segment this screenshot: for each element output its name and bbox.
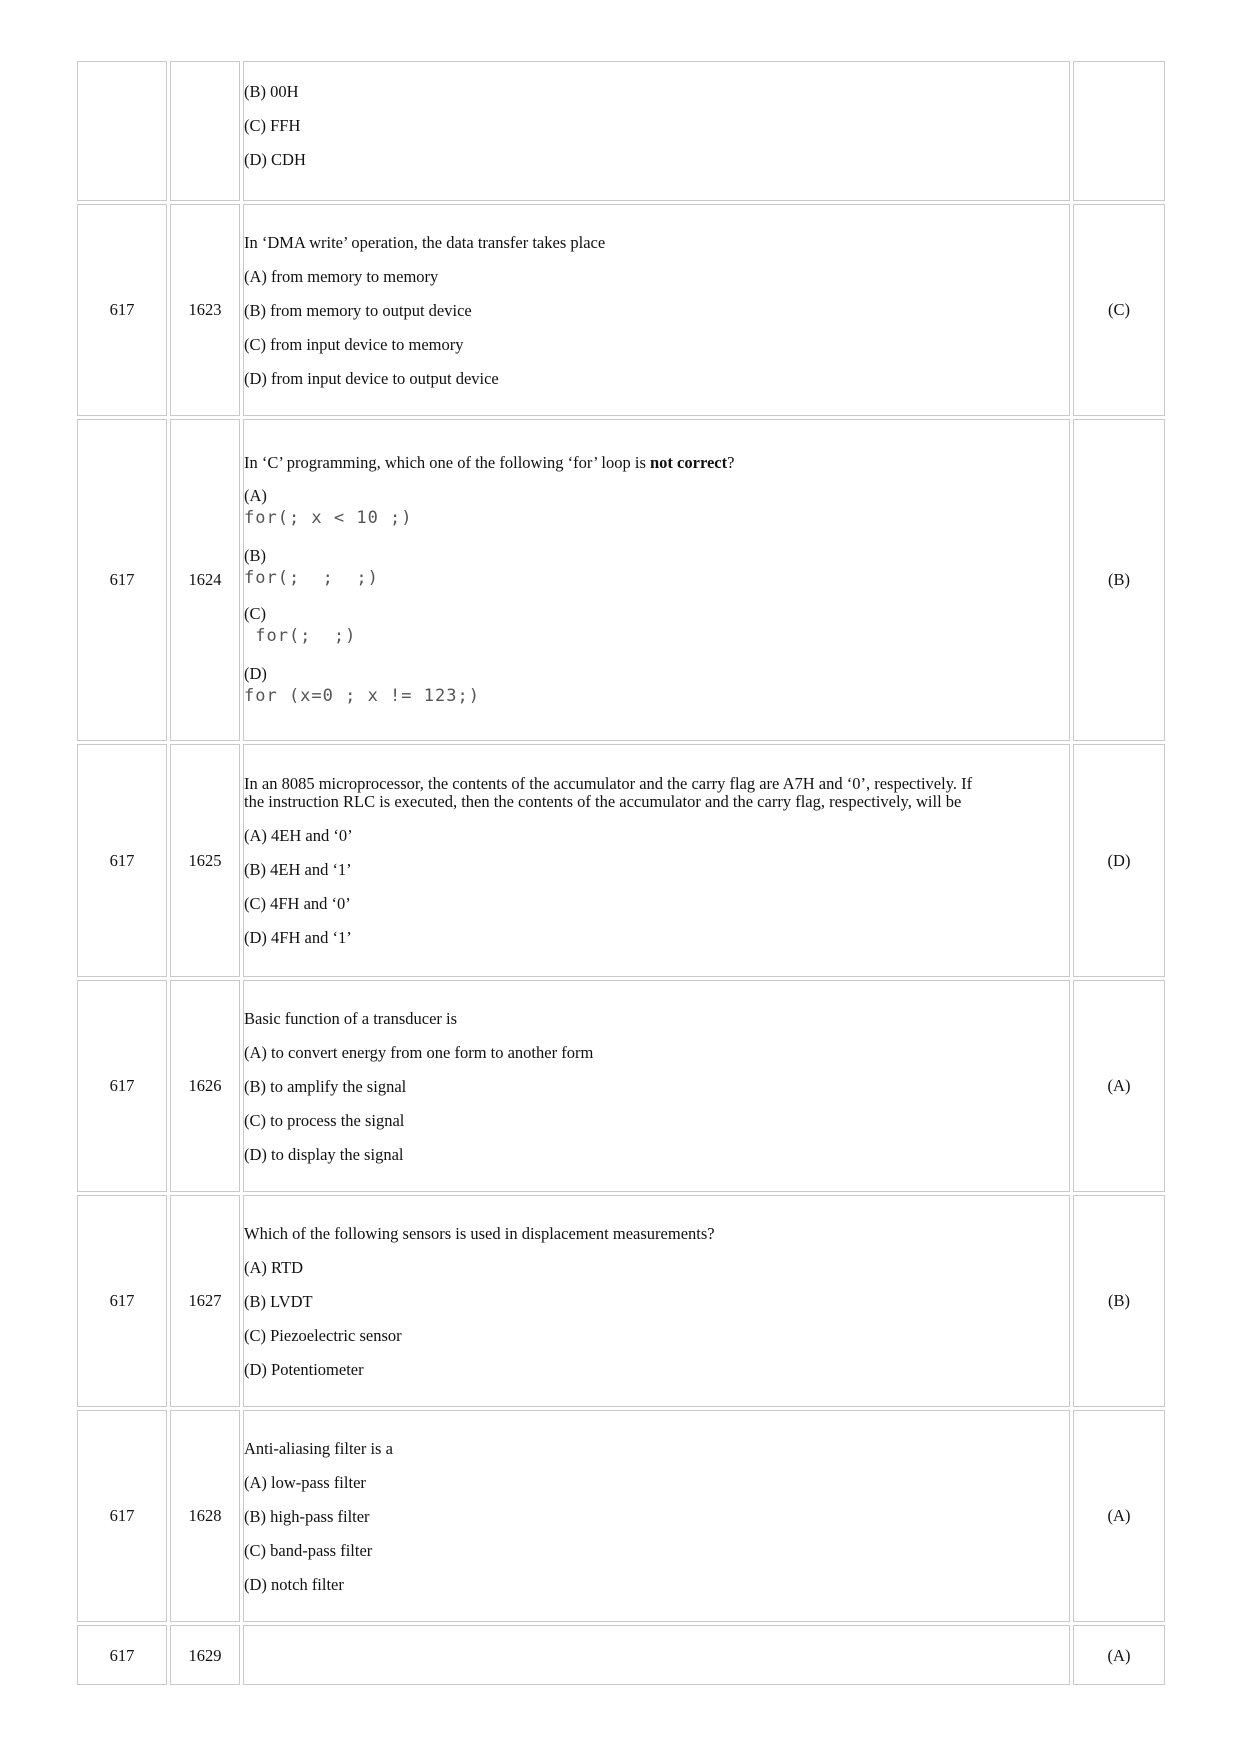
- question-number-cell: 1626: [170, 980, 240, 1192]
- question-number-cell: 1623: [170, 204, 240, 416]
- question-cell: [243, 61, 1070, 201]
- option: (C) to process the signal: [244, 1110, 405, 1130]
- answer-cell: (A): [1073, 1410, 1165, 1622]
- question-number-cell: 1628: [170, 1410, 240, 1622]
- paper-code-cell: 617: [77, 419, 167, 741]
- option: (A) for(; x < 10 ;): [244, 487, 1069, 529]
- option: (D) CDH: [244, 150, 306, 169]
- answer-cell: (D): [1073, 744, 1165, 977]
- option: (C) FFH: [244, 116, 301, 135]
- question-cell: [243, 419, 1070, 741]
- answer-cell: (A): [1073, 980, 1165, 1192]
- paper-code-cell: 617: [77, 980, 167, 1192]
- option: (B) for(; ; ;): [244, 547, 1069, 589]
- option: (D) for (x=0 ; x != 123;): [244, 665, 1069, 707]
- option: (D) to display the signal: [244, 1144, 404, 1164]
- question-text: In ‘C’ programming, which one of the following ‘for’ loop is not correct?: [244, 453, 735, 472]
- table-row: [77, 1410, 1165, 1622]
- question-number-cell: 1627: [170, 1195, 240, 1407]
- question-text: Anti-aliasing filter is a: [244, 1438, 393, 1458]
- table-row: [77, 980, 1165, 1192]
- question-cell: [243, 744, 1070, 977]
- option: (B) high-pass filter: [244, 1506, 370, 1526]
- table-row: [77, 204, 1165, 416]
- table-row: [77, 744, 1165, 977]
- question-number-cell: 1629: [170, 1625, 240, 1685]
- question-cell: [243, 1195, 1070, 1407]
- option: (C) band-pass filter: [244, 1540, 373, 1560]
- question-cell: [243, 204, 1070, 416]
- option: (B) 4EH and ‘1’: [244, 859, 352, 879]
- question-text: In an 8085 microprocessor, the contents of the accumulator and the carry flag are A7H and ‘0’, respectively. If the instruction RLC is executed, then the contents of the accumulator and the carry flag, respectively, will be: [244, 773, 973, 811]
- table-row: [77, 61, 1165, 201]
- question-text: In ‘DMA write’ operation, the data transfer takes place: [244, 232, 606, 252]
- question-number-cell: [170, 61, 240, 201]
- code-snippet: for(; x < 10 ;): [244, 508, 413, 528]
- question-cell: [243, 980, 1070, 1192]
- question-table: [74, 58, 1168, 1688]
- question-table-container: [74, 58, 1168, 1688]
- option: (A) from memory to memory: [244, 266, 439, 286]
- option: (D) 4FH and ‘1’: [244, 927, 352, 947]
- option: (A) low-pass filter: [244, 1472, 366, 1492]
- option: (D) from input device to output device: [244, 368, 499, 388]
- option: (D) Potentiometer: [244, 1359, 364, 1379]
- answer-cell: (C): [1073, 204, 1165, 416]
- option: (C) 4FH and ‘0’: [244, 893, 351, 913]
- question-cell: [243, 1410, 1070, 1622]
- code-snippet: for (x=0 ; x != 123;): [244, 686, 480, 706]
- table-row: [77, 1625, 1165, 1685]
- question-number-cell: 1624: [170, 419, 240, 741]
- question-cell: [243, 1625, 1070, 1685]
- option: (B) to amplify the signal: [244, 1076, 407, 1096]
- code-snippet: for(; ;): [244, 626, 357, 646]
- code-snippet: for(; ; ;): [244, 568, 379, 588]
- table-row: [77, 419, 1165, 741]
- question-number-cell: 1625: [170, 744, 240, 977]
- option: (C) from input device to memory: [244, 334, 464, 354]
- question-text: Which of the following sensors is used in displacement measurements?: [244, 1223, 715, 1243]
- emphasis-text: not correct: [650, 453, 728, 472]
- paper-code-cell: 617: [77, 1625, 167, 1685]
- option: (C) Piezoelectric sensor: [244, 1325, 402, 1345]
- option: (A) to convert energy from one form to another form: [244, 1042, 594, 1062]
- answer-cell: (A): [1073, 1625, 1165, 1685]
- answer-cell: (B): [1073, 419, 1165, 741]
- answer-cell: [1073, 61, 1165, 201]
- option: (B) 00H: [244, 82, 299, 101]
- answer-cell: (B): [1073, 1195, 1165, 1407]
- paper-code-cell: 617: [77, 1410, 167, 1622]
- paper-code-cell: 617: [77, 1195, 167, 1407]
- option: (D) notch filter: [244, 1574, 344, 1594]
- table-row: [77, 1195, 1165, 1407]
- question-text: Basic function of a transducer is: [244, 1008, 458, 1028]
- paper-code-cell: 617: [77, 744, 167, 977]
- option: (A) 4EH and ‘0’: [244, 825, 353, 845]
- paper-code-cell: 617: [77, 204, 167, 416]
- option: (B) LVDT: [244, 1291, 313, 1311]
- option: (C) for(; ;): [244, 605, 1069, 647]
- option: (A) RTD: [244, 1257, 304, 1277]
- paper-code-cell: [77, 61, 167, 201]
- option: (B) from memory to output device: [244, 300, 472, 320]
